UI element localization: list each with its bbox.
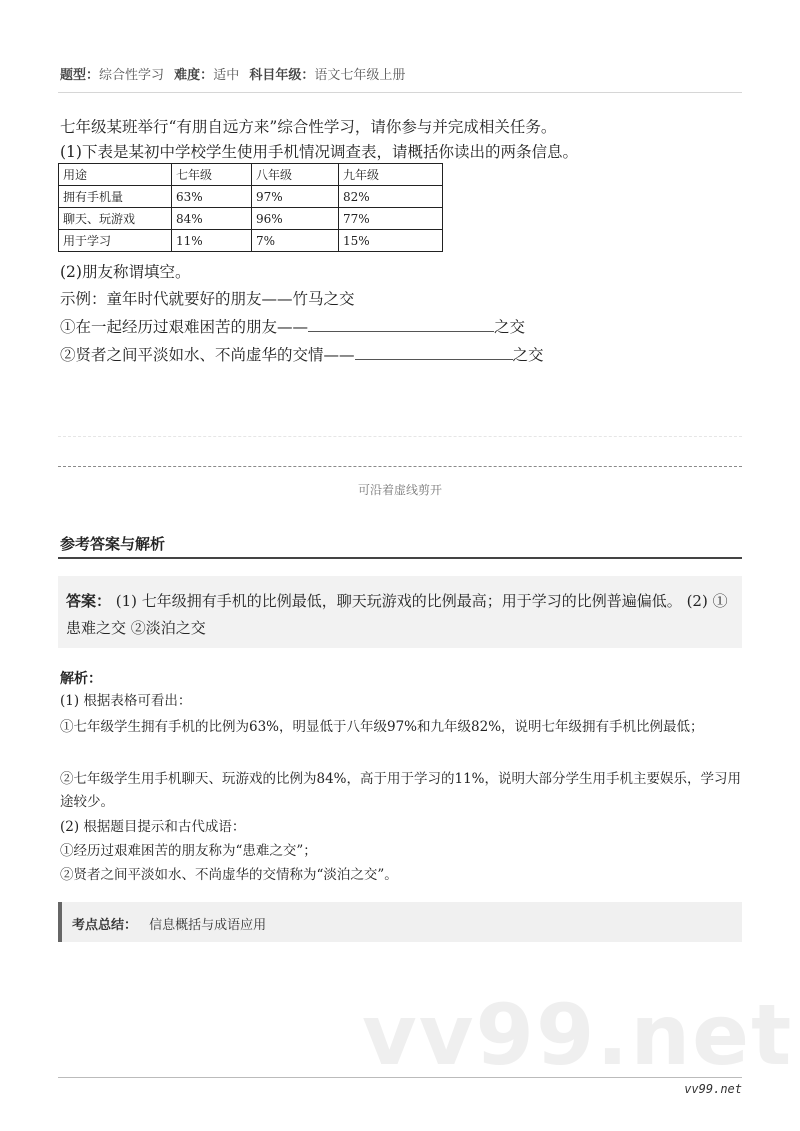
table-header-cell: 七年级 <box>172 164 252 186</box>
question-meta <box>60 64 405 83</box>
watermark-text: vv99.net <box>362 986 794 1084</box>
question-item1 <box>60 315 525 337</box>
faint-dashed-divider <box>58 436 742 437</box>
cut-hint: 可沿着虚线剪开 <box>357 483 442 497</box>
question-example: 示例：童年时代就要好的朋友——竹马之交 <box>60 290 355 308</box>
answer-section-divider <box>58 557 742 559</box>
table-cell: 11% <box>172 230 252 252</box>
analysis-line: (1) 根据表格可看出： <box>60 693 192 709</box>
cut-line <box>58 466 742 467</box>
survey-table <box>58 163 443 252</box>
difficulty-label: 难度： <box>174 68 214 83</box>
question-part1: (1)下表是某初中学校学生使用手机情况调查表，请概括你读出的两条信息。 <box>60 143 578 161</box>
answer-text-block <box>66 588 730 642</box>
table-row <box>59 230 443 252</box>
difficulty-value: 适中 <box>213 68 240 83</box>
answer-label: 答案： <box>66 592 112 610</box>
item2-prefix: ②贤者之间平淡如水、不尚虚华的交情—— <box>60 346 355 364</box>
analysis-line: ②七年级学生用手机聊天、玩游戏的比例为84%，高于用于学习的11%，说明大部分学生用手机主要娱乐，学习用途较少。 <box>60 771 742 810</box>
type-value: 综合性学习 <box>99 68 165 83</box>
table-cell: 拥有手机量 <box>59 186 172 208</box>
item1-blank[interactable] <box>308 317 494 332</box>
grade-label: 科目年级： <box>249 68 315 83</box>
footer-divider <box>58 1077 742 1078</box>
table-cell: 82% <box>339 186 443 208</box>
item2-blank[interactable] <box>355 345 513 360</box>
summary-label: 考点总结： <box>72 918 138 933</box>
table-row <box>59 208 443 230</box>
table-cell: 96% <box>252 208 339 230</box>
item1-suffix: 之交 <box>494 318 526 336</box>
table-header-cell: 用途 <box>59 164 172 186</box>
table-cell: 84% <box>172 208 252 230</box>
question-part2: (2)朋友称谓填空。 <box>60 263 191 281</box>
type-label: 题型： <box>60 68 100 83</box>
answer-section-title: 参考答案与解析 <box>60 535 166 553</box>
table-header-row <box>59 164 443 186</box>
table-cell: 77% <box>339 208 443 230</box>
footer-site: vv99.net <box>684 1082 742 1096</box>
table-cell: 15% <box>339 230 443 252</box>
table-row <box>59 186 443 208</box>
table-cell: 用于学习 <box>59 230 172 252</box>
summary-text-block <box>72 914 266 933</box>
table-header-cell: 八年级 <box>252 164 339 186</box>
item1-prefix: ①在一起经历过艰难困苦的朋友—— <box>60 318 309 336</box>
table-cell: 7% <box>252 230 339 252</box>
analysis-line: ①七年级学生拥有手机的比例为63%，明显低于八年级97%和九年级82%，说明七年级拥有手机比例最低； <box>60 719 704 735</box>
header-divider <box>58 92 742 93</box>
table-cell: 聊天、玩游戏 <box>59 208 172 230</box>
analysis-line: ②贤者之间平淡如水、不尚虚华的交情称为“淡泊之交”。 <box>60 867 398 883</box>
question-item2 <box>60 343 544 365</box>
table-header-cell: 九年级 <box>339 164 443 186</box>
table-cell: 97% <box>252 186 339 208</box>
question-intro: 七年级某班举行“有朋自远方来”综合性学习，请你参与并完成相关任务。 <box>60 118 557 136</box>
analysis-label: 解析： <box>60 671 102 687</box>
item2-suffix: 之交 <box>512 346 544 364</box>
grade-value: 语文七年级上册 <box>314 68 406 83</box>
analysis-line: ①经历过艰难困苦的朋友称为“患难之交”； <box>60 843 317 859</box>
table-cell: 63% <box>172 186 252 208</box>
analysis-line: (2) 根据题目提示和古代成语： <box>60 819 246 835</box>
summary-content: 信息概括与成语应用 <box>149 918 267 933</box>
answer-content: (1) 七年级拥有手机的比例最低，聊天玩游戏的比例最高；用于学习的比例普遍偏低。 (2) ①患难之交 ②淡泊之交 <box>66 592 728 637</box>
